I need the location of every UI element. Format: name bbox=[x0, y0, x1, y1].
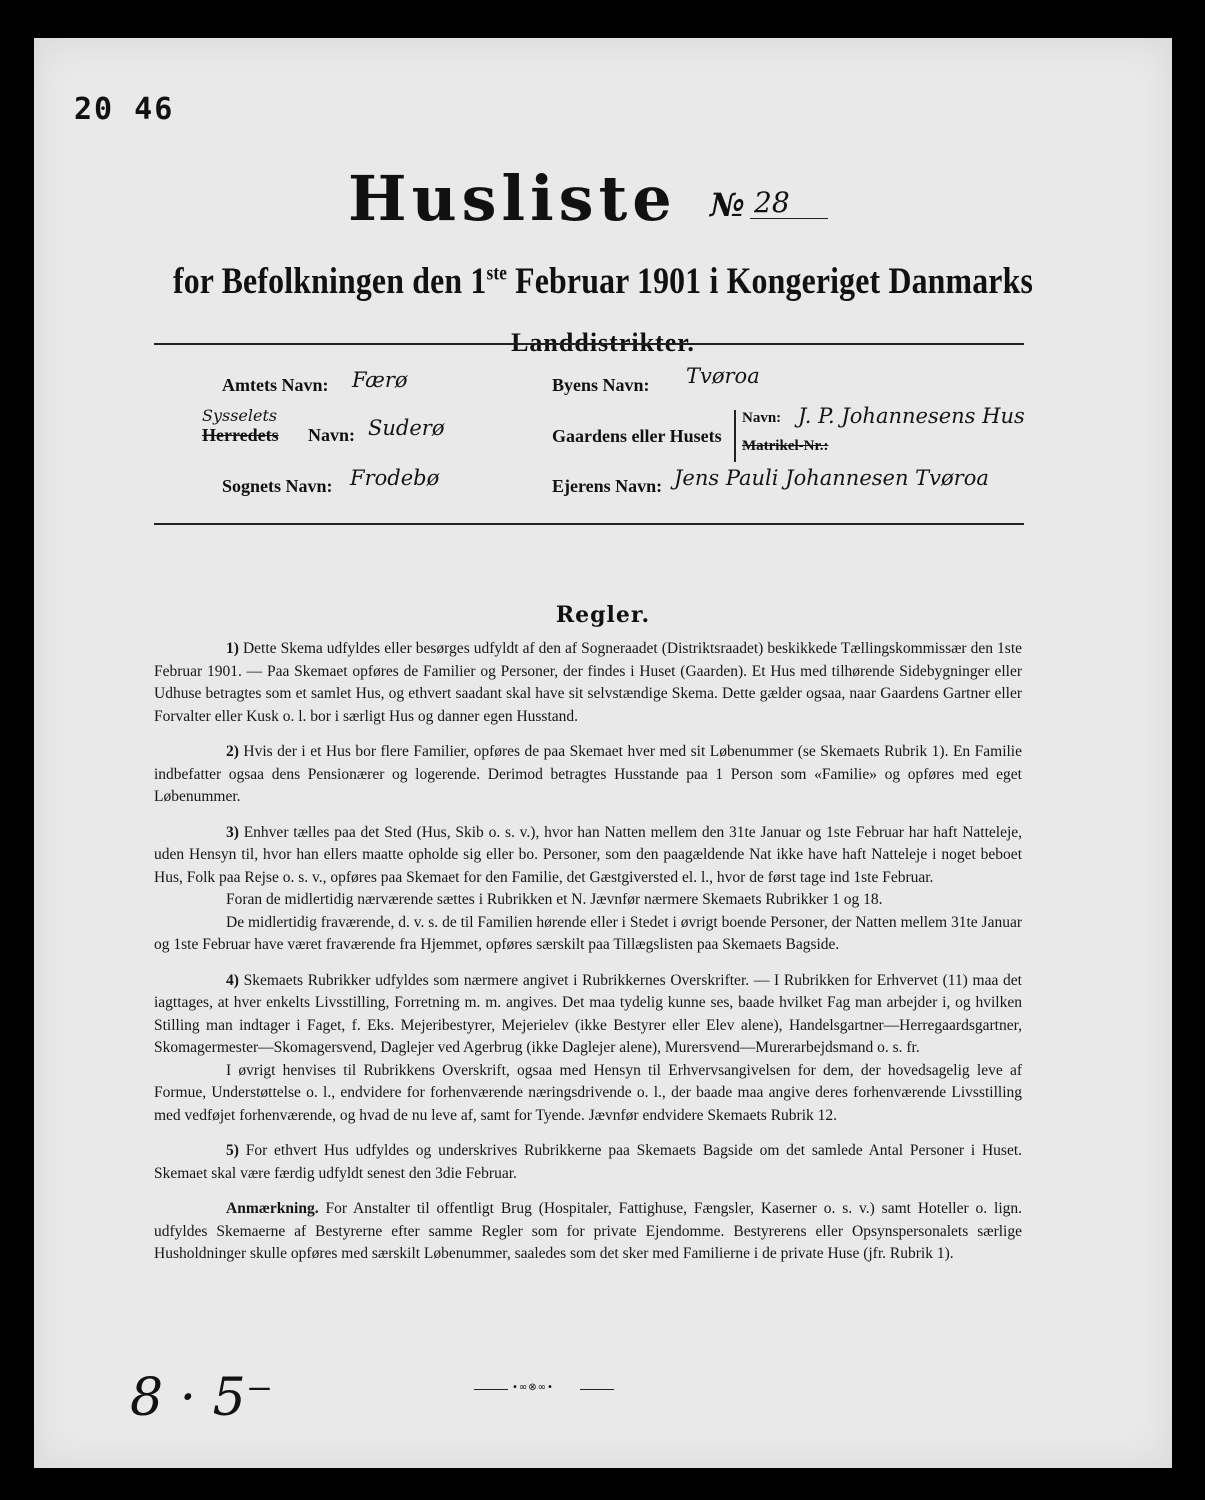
ornament-line-right bbox=[580, 1389, 614, 1390]
handwritten-mark: 8 · 5⁻ bbox=[130, 1368, 274, 1428]
gaard-matrikel-label: Matrikel-Nr.: bbox=[742, 438, 829, 454]
herred-value[interactable]: Suderø bbox=[368, 416, 445, 440]
gaard-navn-label: Navn: bbox=[742, 410, 782, 426]
rule-paragraph-number: 2) bbox=[226, 743, 239, 760]
house-list-number: 28 bbox=[754, 186, 790, 219]
rule-paragraph-text: For ethvert Hus udfyldes og underskrives Rubrikkerne paa Skemaets Bagside om det samlede Antal Personer i Huset. Skemaet skal være færdig udfyldt senest den 3die Februar. bbox=[154, 1142, 1023, 1182]
by-value[interactable]: Tvøroa bbox=[686, 364, 760, 388]
rules-body bbox=[154, 638, 1022, 1266]
rule-paragraph-text: I øvrigt henvises til Rubrikkens Overskrift, ogsaa med Hensyn til Erhvervsangivelsen for dem, der hovedsagelig leve af Formue, Understøttelse o. l., endvidere for forhenværende næringsdrivende o. l., der baade maa angive deres forhenværende Livsstilling med vedføjet forhenværende, og hvad de nu leve af, samt for Tyende. Jævnfør endvidere Skemaets Rubrik 12. bbox=[154, 1061, 1022, 1124]
rule-paragraph-text: Foran de midlertidig nærværende sættes i Rubrikken et N. Jævnfør nærmere Skemaets Rubrikker 1 og 18. bbox=[226, 891, 883, 908]
ornament: •∞⊗∞• bbox=[512, 1382, 554, 1393]
rule-paragraph-text: Hvis der i et Hus bor flere Familier, opføres de paa Skemaet hver med sit Løbenummer (se Skemaets Rubrik 1). En Familie indbefatter ogsaa dens Pensionærer og logerende. Derimod betragtes Husstande paa 1 Person som «Familie» og opføres med eget Løbenummer. bbox=[154, 743, 1022, 805]
rule-paragraph bbox=[154, 1198, 1022, 1266]
rule-paragraph-text: De midlertidig fraværende, d. v. s. de til Familien hørende eller i Stedet i øvrigt boende Personer, der Natten mellem 31te Januar og 1ste Februar have været fraværende fra Hjemmet, opføres særskilt paa Tillægslisten paa Skemaets Bagside. bbox=[154, 913, 1022, 953]
title-row bbox=[34, 156, 1172, 246]
rule-paragraph bbox=[154, 1140, 1022, 1185]
rule-paragraph-number: 3) bbox=[226, 823, 239, 841]
rule-paragraph-text: Dette Skema udfyldes eller besørges udfyldt af den af Sogneraadet (Distriktsraadet) beskikkede Tællingskommissær den 1ste Februar 1901. — Paa Skemaet opføres de Familier og Personer, der findes i Huset (Gaarden). Et Hus med tilhørende Sidebygninger eller Udhuse betragtes som et samlet Hus, og ethvert saadant skal have sit selvstændige Skema. Dette gælder ogsaa, naar Gaardens Gartner eller Forvalter eller Kusk o. l. bor i særligt Hus og danner egen Husstand. bbox=[154, 640, 1023, 725]
rule-paragraph bbox=[154, 912, 1022, 957]
rule-paragraph-number: Anmærkning. bbox=[226, 1200, 319, 1217]
herred-label-handwritten: Sysselets bbox=[202, 406, 278, 425]
sogn-value[interactable]: Frodebø bbox=[350, 466, 440, 490]
herred-label-suffix: Navn: bbox=[308, 425, 356, 445]
form-subtitle: for Befolkningen den 1ste Februar 1901 i Kongeriget Danmarks bbox=[172, 261, 1034, 302]
archive-number: 20 46 bbox=[74, 92, 175, 127]
amt-label: Amtets Navn: bbox=[222, 375, 329, 395]
amt-value[interactable]: Færø bbox=[352, 368, 408, 392]
ornament-line-left bbox=[474, 1389, 508, 1390]
herred-label-struck: Herredets bbox=[202, 425, 279, 445]
rule-paragraph bbox=[154, 822, 1022, 890]
rule-paragraph-text: Skemaets Rubrikker udfyldes som nærmere angivet i Rubrikkernes Overskrifter. — I Rubrikken for Erhvervet (11) maa det iagttages, at hver enkelts Livsstilling, Forretning m. m. angives. Det maa tydelig kunne ses, baade hvilket Fag man arbejder i, og hvilken Stilling man indtager i Faget, f. Eks. Mejeribestyrer, Mejerielev (ikke Bestyrer eller Elev alene), Handelsgartner—Herregaardsgartner, Skomagermester—Skomagersvend, Daglejer ved Agerbrug (ikke Daglejer alene), Murersvend—Murerarbejdsmand o. s. fr. bbox=[154, 971, 1022, 1056]
rule-paragraph bbox=[154, 970, 1022, 1060]
form-subtitle-2: Landdistrikter. bbox=[511, 328, 695, 357]
rule-paragraph bbox=[154, 741, 1022, 809]
by-label: Byens Navn: bbox=[552, 375, 650, 395]
gaard-navn-value[interactable]: J. P. Johannesens Hus bbox=[798, 404, 1025, 428]
number-label: № bbox=[710, 186, 745, 224]
bottom-divider bbox=[154, 523, 1024, 525]
gaard-bracket bbox=[734, 410, 736, 462]
rule-paragraph bbox=[154, 889, 1022, 912]
rule-paragraph bbox=[154, 638, 1022, 728]
rule-paragraph-number: 5) bbox=[226, 1142, 239, 1159]
ejer-label: Ejerens Navn: bbox=[552, 476, 663, 496]
rules-heading: Regler. bbox=[555, 602, 651, 628]
ejer-value[interactable]: Jens Pauli Johannesen Tvøroa bbox=[674, 466, 989, 490]
census-form-sheet bbox=[34, 38, 1172, 1468]
rule-paragraph-number: 4) bbox=[226, 971, 239, 989]
form-title: Husliste bbox=[348, 162, 677, 235]
gaard-label: Gaardens eller Husets bbox=[552, 426, 722, 446]
rule-paragraph bbox=[154, 1060, 1022, 1128]
sogn-label: Sognets Navn: bbox=[222, 476, 333, 496]
rule-paragraph-text: Enhver tælles paa det Sted (Hus, Skib o. s. v.), hvor han Natten mellem den 31te Januar og 1ste Februar har haft Natteleje, uden Hensyn til, hvor han ellers maatte opholde sig eller bo. Personer, som den paagældende Nat ikke have haft Natteleje i noget beboet Hus, Folk paa Rejse o. s. v., opføres paa Skemaet for den Familie, det Gæstgiversted el. l., hvor de først tage ind 1ste Februar. bbox=[154, 823, 1023, 886]
number-underline bbox=[750, 218, 828, 219]
rule-paragraph-number: 1) bbox=[226, 640, 239, 657]
rule-paragraph-text: For Anstalter til offentligt Brug (Hospitaler, Fattighuse, Fængsler, Kaserner o. s. v.) samt Hoteller o. lign. udfyldes Skemaerne af Bestyrerne efter samme Regler som for private Ejendomme. Bestyrerens eller Opsynspersonalets særlige Husholdninger skulle opføres med særskilt Løbenummer, saaledes som det sker med Familierne i de private Huse (jfr. Rubrik 1). bbox=[154, 1200, 1023, 1262]
top-divider bbox=[154, 343, 1024, 345]
